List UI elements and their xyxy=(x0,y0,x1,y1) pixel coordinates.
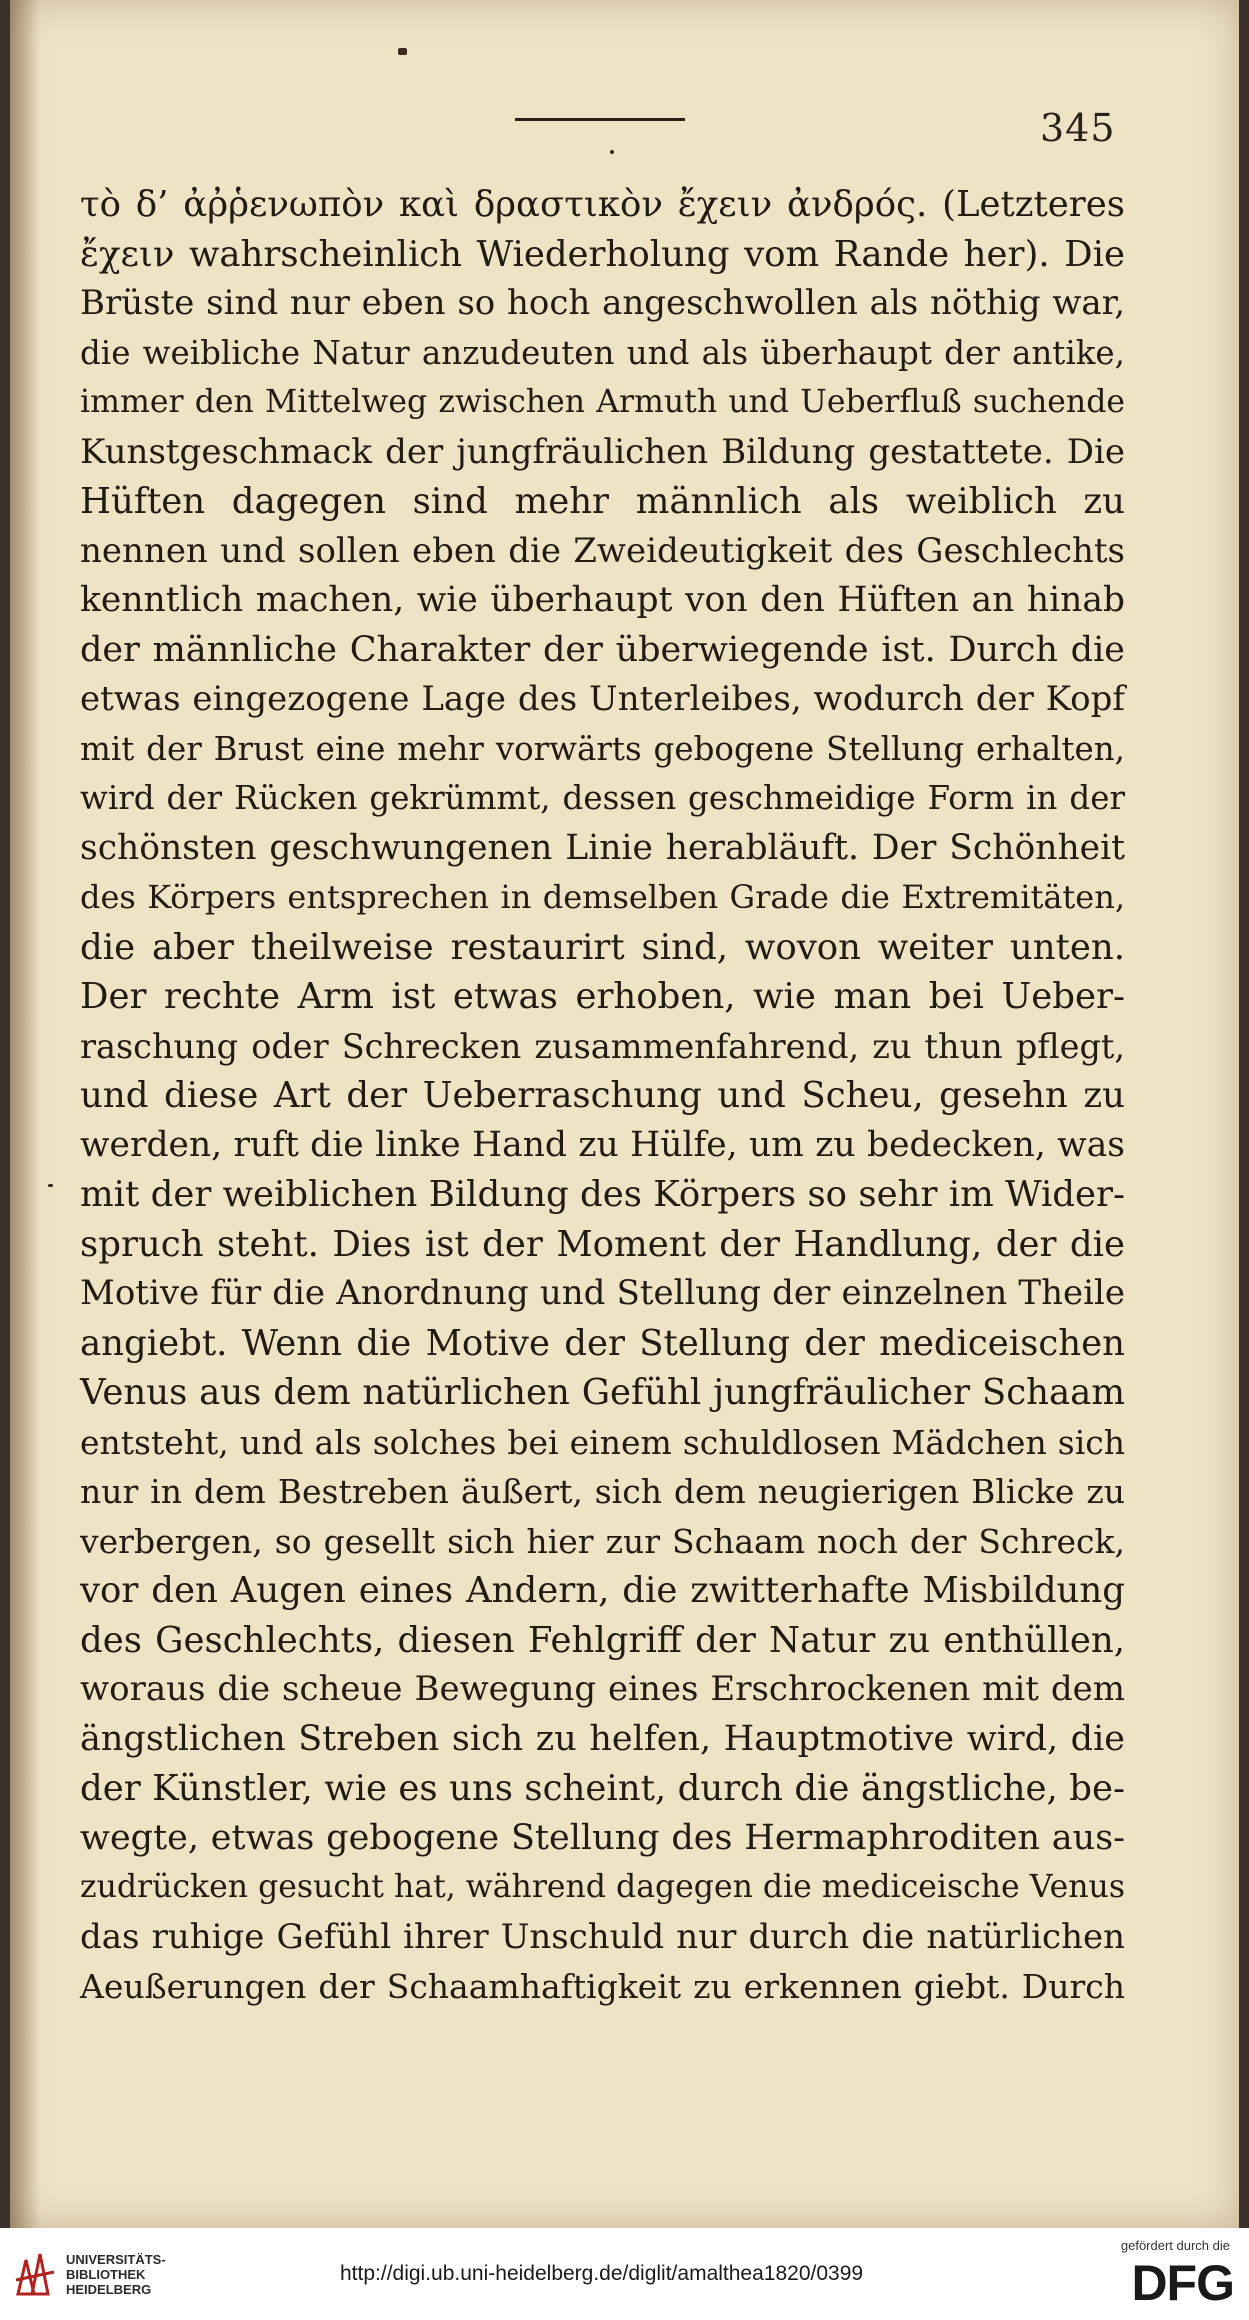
text-line: zudrücken gesucht hat, während dagegen die mediceische Venus xyxy=(80,1869,1125,1905)
text-line: ἔχειν wahrscheinlich Wiederholung vom Rande her). Die xyxy=(80,233,1125,275)
body-text xyxy=(80,180,1125,2012)
text-line: kenntlich machen, wie überhaupt von den Hüften an hinab xyxy=(80,580,1125,620)
text-line: spruch steht. Dies ist der Moment der Handlung, der die xyxy=(80,1223,1125,1265)
text-line: verbergen, so gesellt sich hier zur Schaam noch der Schreck, xyxy=(80,1521,1125,1561)
text-line: angiebt. Wenn die Motive der Stellung der mediceischen xyxy=(80,1322,1125,1364)
university-library-logo-icon xyxy=(14,2250,56,2298)
text-line: der Künstler, wie es uns scheint, durch die ängstliche, be- xyxy=(80,1768,1125,1809)
library-name-line: HEIDELBERG xyxy=(66,2282,152,2297)
text-line: die weibliche Natur anzudeuten und als überhaupt der antike, xyxy=(80,333,1125,372)
library-name-line: BIBLIOTHEK xyxy=(66,2267,146,2282)
text-line: wird der Rücken gekrümmt, dessen geschmeidige Form in der xyxy=(80,779,1125,817)
text-line: und diese Art der Ueberraschung und Scheu, gesehn zu xyxy=(80,1075,1125,1116)
text-line: schönsten geschwungenen Linie herabläuft. Der Schönheit xyxy=(80,827,1125,868)
text-line: wegte, etwas gebogene Stellung des Hermaphroditen aus- xyxy=(80,1817,1125,1858)
text-line: nennen und sollen eben die Zweideutigkeit des Geschlechts xyxy=(80,530,1125,571)
text-line: das ruhige Gefühl ihrer Unschuld nur durch die natürlichen xyxy=(80,1916,1125,1957)
permalink-url[interactable]: http://digi.ub.uni-heidelberg.de/diglit/amalthea1820/0399 xyxy=(340,2262,864,2285)
footer-bar xyxy=(0,2228,1249,2320)
page-number: 345 xyxy=(1040,106,1116,150)
text-line: Hüften dagegen sind mehr männlich als weiblich zu xyxy=(80,481,1125,522)
text-line: τὸ δ’ ἀῤῥενωπὸν καὶ δραστικὸν ἔχειν ἀνδρός. (Letzteres xyxy=(80,184,1125,225)
text-line: Aeußerungen der Schaamhaftigkeit zu erkennen giebt. Durch xyxy=(80,1967,1125,2006)
text-line: etwas eingezogene Lage des Unterleibes, wodurch der Kopf xyxy=(80,679,1125,719)
dfg-logo: DFG xyxy=(1131,2255,1234,2311)
text-line: Kunstgeschmack der jungfräulichen Bildung gestattete. Die xyxy=(80,431,1125,472)
text-line: vor den Augen eines Andern, die zwitterhafte Misbildung xyxy=(80,1570,1125,1611)
header-rule xyxy=(515,118,685,121)
ink-speck xyxy=(48,1184,53,1187)
text-line: werden, ruft die linke Hand zu Hülfe, um zu bedecken, was xyxy=(80,1124,1125,1165)
library-name xyxy=(66,2252,166,2297)
text-line: mit der weiblichen Bildung des Körpers so sehr im Wider- xyxy=(80,1174,1125,1215)
text-line: Der rechte Arm ist etwas erhoben, wie man bei Ueber- xyxy=(80,976,1125,1017)
text-line: Venus aus dem natürlichen Gefühl jungfräulicher Schaam xyxy=(80,1372,1125,1413)
funded-by-label: gefördert durch die xyxy=(1120,2238,1230,2253)
ink-speck xyxy=(398,48,407,55)
text-line: mit der Brust eine mehr vorwärts gebogene Stellung erhalten, xyxy=(80,729,1125,768)
text-line: ängstlichen Streben sich zu helfen, Hauptmotive wird, die xyxy=(80,1718,1125,1759)
text-line: nur in dem Bestreben äußert, sich dem neugierigen Blicke zu xyxy=(80,1472,1125,1511)
text-line: Motive für die Anordnung und Stellung der einzelnen Theile xyxy=(80,1273,1125,1313)
text-line: raschung oder Schrecken zusammenfahrend, zu thun pflegt, xyxy=(80,1026,1125,1066)
library-name-line: UNIVERSITÄTS- xyxy=(66,2252,166,2267)
text-line: entsteht, und als solches bei einem schuldlosen Mädchen sich xyxy=(80,1422,1125,1462)
text-line: des Geschlechts, diesen Fehlgriff der Natur zu enthüllen, xyxy=(80,1619,1125,1661)
text-line: Brüste sind nur eben so hoch angeschwollen als nöthig war, xyxy=(80,283,1125,323)
text-line: immer den Mittelweg zwischen Armuth und Ueberfluß suchende xyxy=(80,384,1125,420)
text-line: woraus die scheue Bewegung eines Erschrockenen mit dem xyxy=(80,1669,1125,1709)
scanned-page xyxy=(10,0,1239,2228)
text-line: des Körpers entsprechen in demselben Grade die Extremitäten, xyxy=(80,878,1125,916)
ink-speck xyxy=(610,150,614,154)
text-line: die aber theilweise restaurirt sind, wovon weiter unten. xyxy=(80,926,1125,968)
text-line: der männliche Charakter der überwiegende ist. Durch die xyxy=(80,629,1125,670)
